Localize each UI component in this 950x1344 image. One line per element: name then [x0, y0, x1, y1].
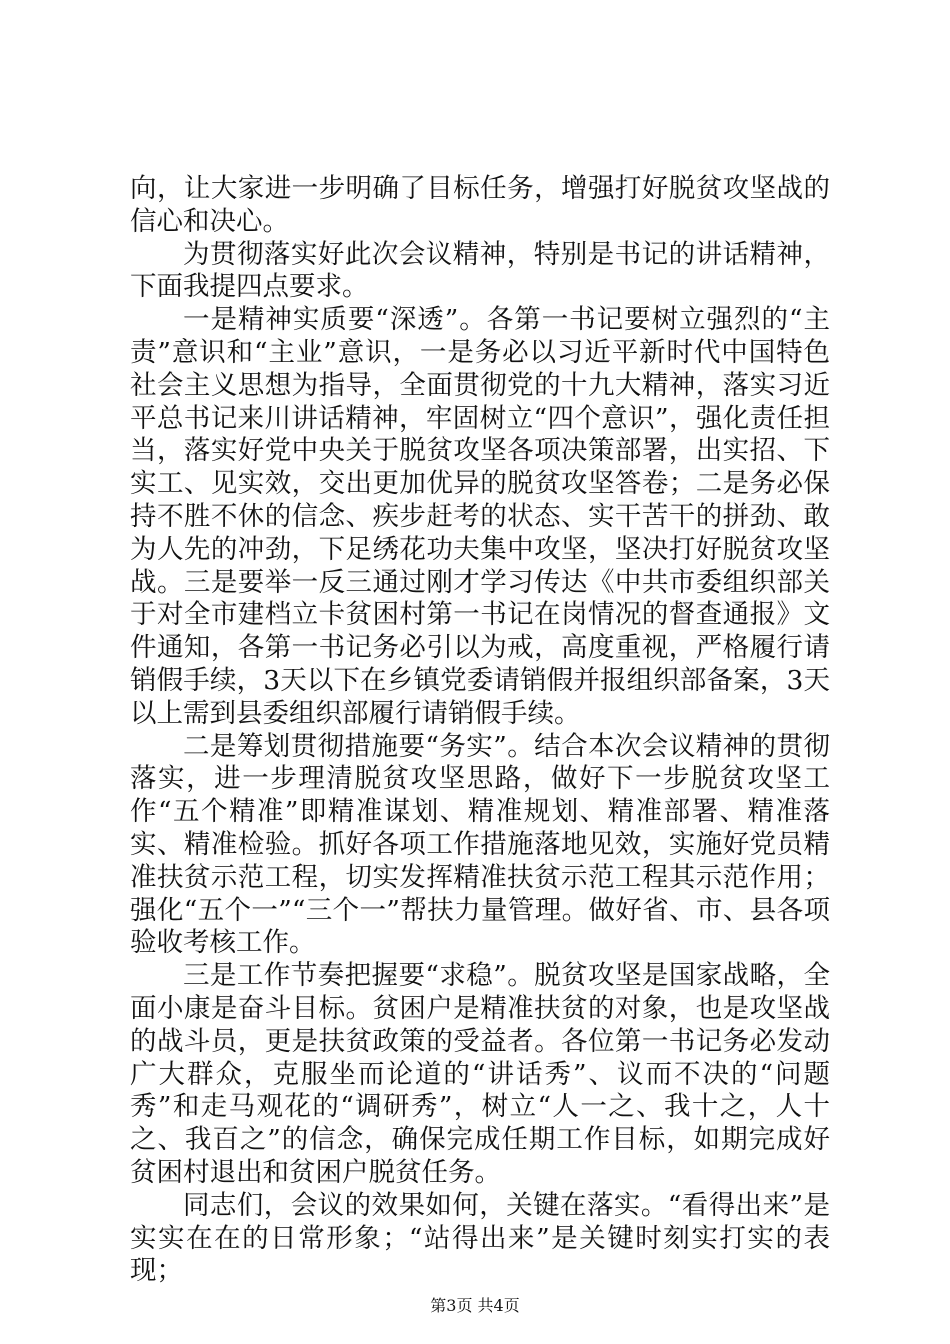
paragraph-requirement-two: 二是筹划贯彻措施要“务实”。结合本次会议精神的贯彻落实，进一步理清脱贫攻坚思路，做好下一步脱贫攻坚工作“五个精准”即精准谋划、精准规划、精准部署、精准落实、精准检验。抓好各项工作措施落地见效，实施好党员精准扶贫示范工程，切实发挥精准扶贫示范工程其示范作用；强化“五个一”“三个一”帮扶力量管理。做好省、市、县各项验收考核工作。 — [130, 730, 830, 959]
paragraph-continuation: 向，让大家进一步明确了目标任务，增强打好脱贫攻坚战的信心和决心。 — [130, 173, 830, 237]
page-number-label: 第3页 共4页 — [430, 1296, 520, 1315]
paragraph-requirement-three: 三是工作节奏把握要“求稳”。脱贫攻坚是国家战略，全面小康是奋斗目标。贫困户是精准扶贫的对象，也是攻坚战的战斗员，更是扶贫政策的受益者。各位第一书记务必发动广大群众，克服坐而论道的“讲话秀”、议而不决的“问题秀”和走马观花的“调研秀”，树立“人一之、我十之，人十之、我百之”的信念，确保完成任期工作目标，如期完成好贫困村退出和贫困户脱贫任务。 — [130, 960, 830, 1188]
paragraph-requirement-one: 一是精神实质要“深透”。各第一书记要树立强烈的“主责”意识和“主业”意识，一是务必以习近平新时代中国特色社会主义思想为指导，全面贯彻党的十九大精神，落实习近平总书记来川讲话精神，牢固树立“四个意识”，强化责任担当，落实好党中央关于脱贫攻坚各项决策部署，出实招、下实工、见实效，交出更加优异的脱贫攻坚答卷；二是务必保持不胜不休的信念、疾步赶考的状态、实干苦干的拼劲、敢为人先的冲劲，下足绣花功夫集中攻坚，坚决打好脱贫攻坚战。三是要举一反三通过刚才学习传达《中共市委组织部关于对全市建档立卡贫困村第一书记在岗情况的督查通报》文件通知，各第一书记务必引以为戒，高度重视，严格履行请销假手续，3天以下在乡镇党委请销假并报组织部备案，3天以上需到县委组织部履行请销假手续。 — [130, 304, 830, 729]
paragraph-closing: 同志们，会议的效果如何，关键在落实。“看得出来”是实实在在的日常形象；“站得出来”是关键时刻实打实的表现； — [130, 1189, 830, 1287]
document-body — [130, 173, 830, 1288]
page-footer — [0, 1296, 950, 1316]
paragraph-intro-requirements: 为贯彻落实好此次会议精神，特别是书记的讲话精神，下面我提四点要求。 — [130, 238, 830, 303]
